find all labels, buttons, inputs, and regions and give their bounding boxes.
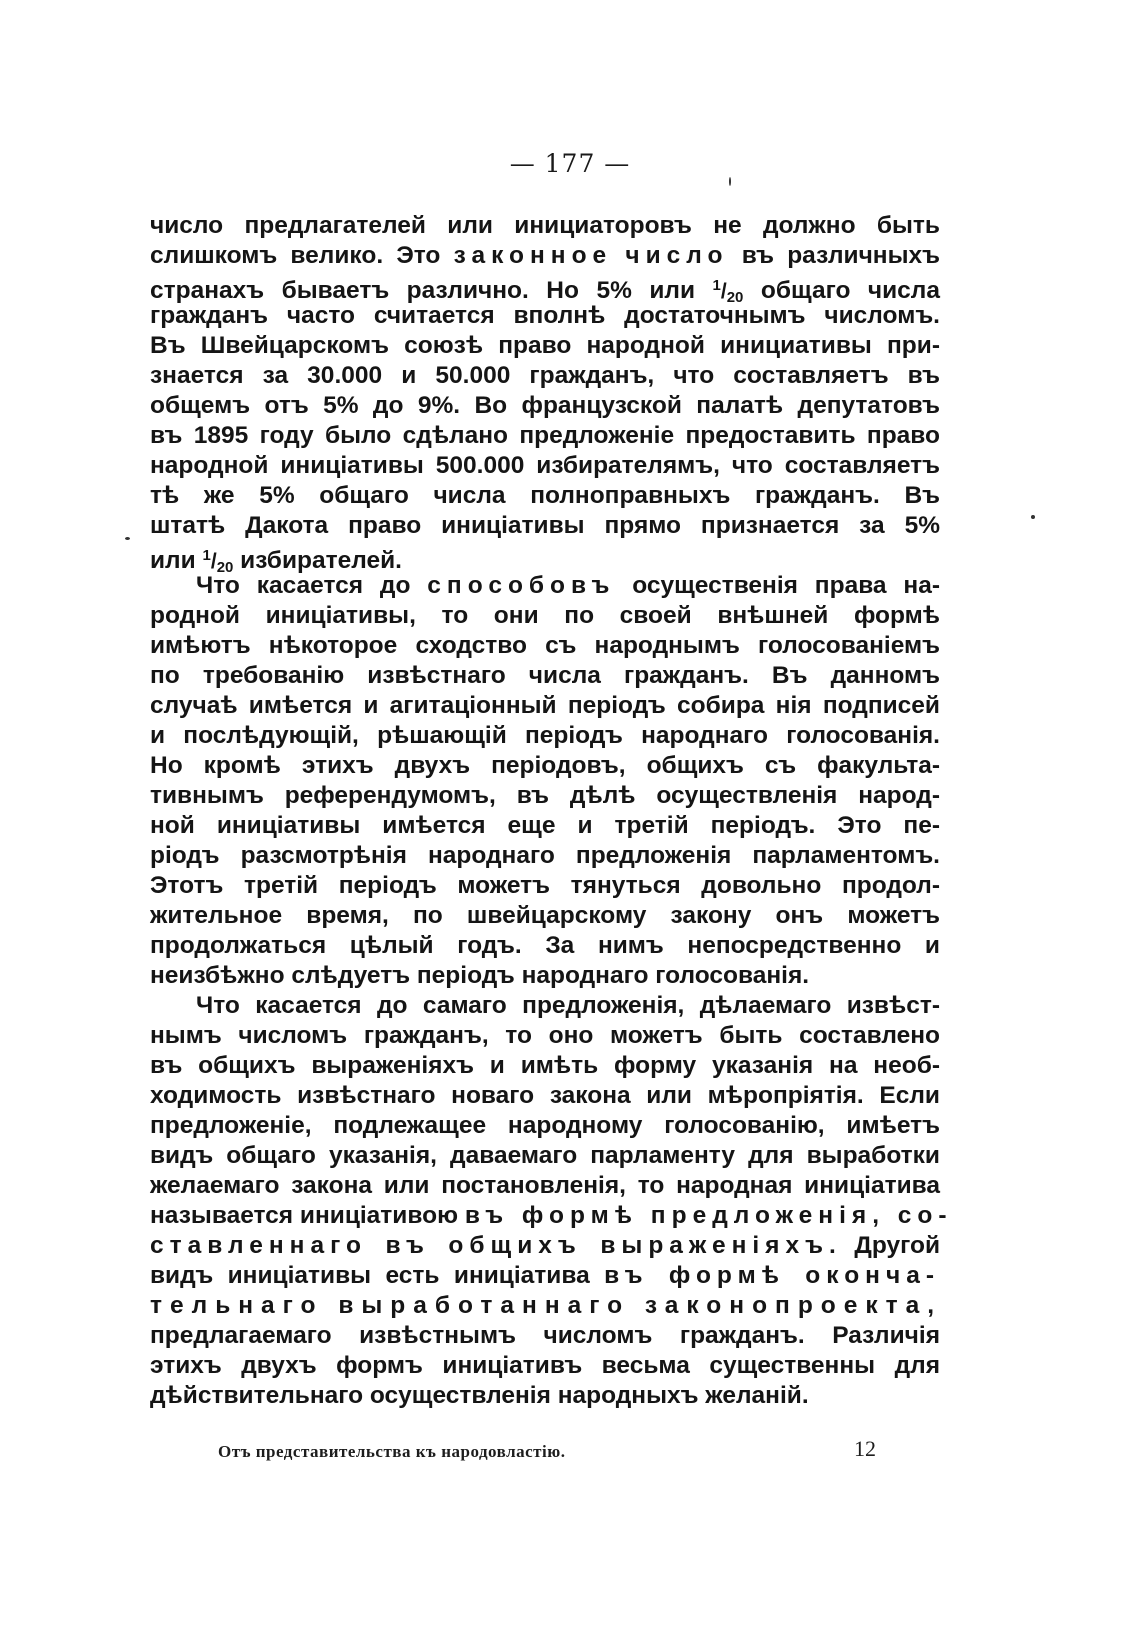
text-line: Въ Швейцарскомъ союзѣ право народной инициативы при- — [150, 332, 940, 359]
text-line: этихъ двухъ формъ иниціативъ весьма существенны для — [150, 1352, 940, 1379]
text-line: тивнымъ референдумомъ, въ дѣлѣ осуществленія народ- — [150, 782, 940, 809]
text-line: странахъ бываетъ различно. Но 5% или $^1/_{20}$ общаго числа — [150, 277, 940, 306]
text-line: или $^1/_{20}$ избирателей. — [150, 547, 402, 576]
text-line: нымъ числомъ гражданъ, то оно можетъ быть составлено — [150, 1022, 940, 1049]
book-title-footer: Отъ представительства къ народовластію. — [218, 1442, 566, 1461]
text-line: предложеніе, подлежащее народному голосованію, имѣетъ — [150, 1112, 940, 1139]
text-line: тѣ же 5% общаго числа полноправныхъ гражданъ. Въ — [150, 482, 940, 509]
text-line: жительное время, по швейцарскому закону онъ можетъ — [150, 902, 940, 929]
text-line: дѣйствительнаго осуществленія народныхъ желаній. — [150, 1382, 809, 1409]
text-line: видъ иниціативы есть иниціатива въ формѣ оконча- — [150, 1262, 940, 1289]
text-line: продолжаться цѣлый годъ. За нимъ непосредственно и — [150, 932, 940, 959]
text-line: число предлагателей или инициаторовъ не должно быть — [150, 212, 940, 239]
scan-speck — [1031, 515, 1035, 519]
text-line: общемъ отъ 5% до 9%. Во французской палатѣ депутатовъ — [150, 392, 940, 419]
text-line: родной иниціативы, то они по своей внѣшней формѣ — [150, 602, 940, 629]
scan-speck — [729, 177, 731, 186]
text-line: Что касается до способовъ осущественія права на- — [196, 572, 940, 599]
text-line: въ 1895 году было сдѣлано предложеніе предоставить право — [150, 422, 940, 449]
text-line: ставленнаго въ общихъ выраженіяхъ. Другой — [150, 1232, 941, 1259]
text-line: народной иниціативы 500.000 избирателямъ, что составляетъ — [150, 452, 940, 479]
text-line: штатѣ Дакота право иниціативы прямо признается за 5% — [150, 512, 940, 539]
text-line: въ общихъ выраженіяхъ и имѣть форму указанія на необ- — [150, 1052, 940, 1079]
text-line: по требованію извѣстнаго числа гражданъ. Въ данномъ — [150, 662, 940, 689]
text-line: ной иниціативы имѣется еще и третій періодъ. Это пе- — [150, 812, 940, 839]
text-line: Но кромѣ этихъ двухъ періодовъ, общихъ съ факульта- — [150, 752, 940, 779]
text-line: желаемаго закона или постановленія, то народная иниціатива — [150, 1172, 940, 1199]
text-line: неизбѣжно слѣдуетъ періодъ народнаго голосованія. — [150, 962, 810, 989]
scan-speck — [125, 537, 130, 540]
text-line: Что касается до самаго предложенія, дѣлаемаго извѣст- — [196, 992, 940, 1019]
text-line: называется иниціативою въ формѣ предложенія, со- — [150, 1202, 953, 1229]
text-line: видъ общаго указанія, даваемаго парламенту для выработки — [150, 1142, 940, 1169]
signature-mark: 12 — [854, 1436, 876, 1461]
text-line: ріодъ разсмотрѣнія народнаго предложенія парламентомъ. — [150, 842, 940, 869]
text-line: Этотъ третій періодъ можетъ тянуться довольно продол- — [150, 872, 940, 899]
text-line: и послѣдующій, рѣшающій періодъ народнаго голосованія. — [150, 722, 940, 749]
text-line: ходимость извѣстнаго новаго закона или мѣропріятія. Если — [150, 1082, 940, 1109]
text-line: предлагаемаго извѣстнымъ числомъ гражданъ. Различія — [150, 1322, 940, 1349]
page-number: — 177 — — [509, 149, 631, 178]
text-line: гражданъ часто считается вполнѣ достаточнымъ числомъ. — [150, 302, 940, 329]
text-line: тельнаго выработаннаго законопроекта, — [150, 1292, 943, 1319]
text-line: случаѣ имѣется и агитаціонный періодъ собира нія подписей — [150, 692, 940, 719]
text-line: знается за 30.000 и 50.000 гражданъ, что составляетъ въ — [150, 362, 940, 389]
text-line: слишкомъ велико. Это законное число въ различныхъ — [150, 242, 940, 269]
text-line: имѣютъ нѣкоторое сходство съ народнымъ голосованіемъ — [150, 632, 940, 659]
